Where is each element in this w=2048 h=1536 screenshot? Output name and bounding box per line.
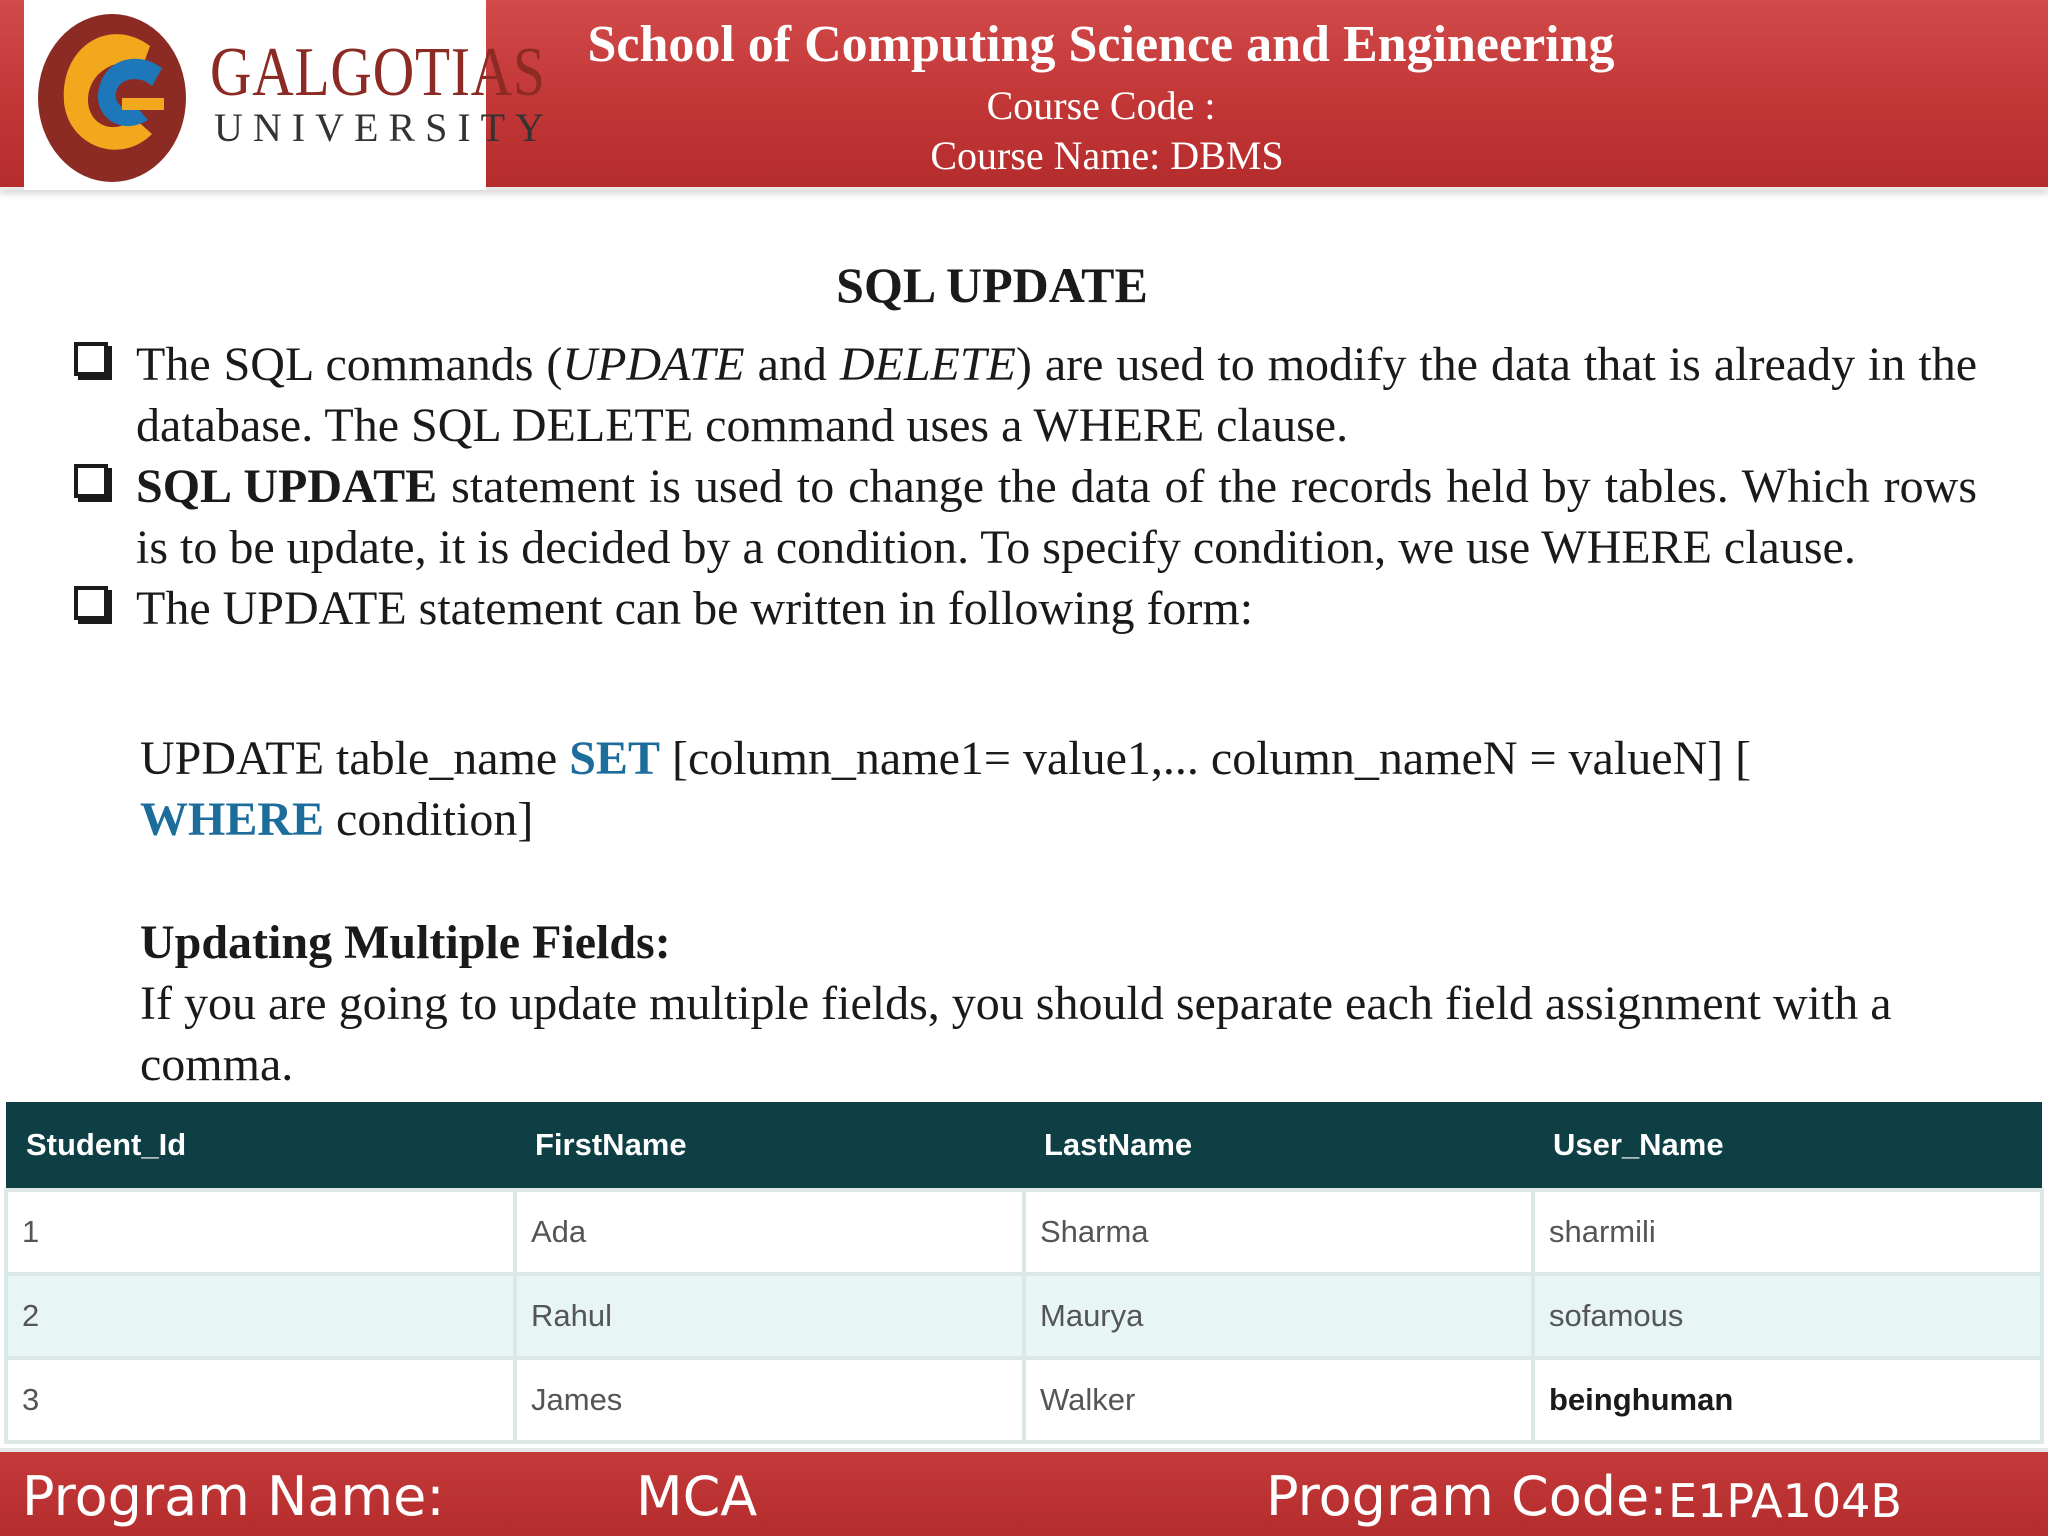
school-title: School of Computing Science and Engineering [587, 16, 1615, 73]
column-header: FirstName [515, 1102, 1024, 1190]
checkbox-bullet-icon [74, 464, 108, 498]
bullet-1-text-a: The SQL commands ( [136, 338, 563, 391]
slide-title: SQL UPDATE [836, 257, 1148, 313]
program-name-label: Program Name: [22, 1465, 445, 1528]
keyword-set: SET [569, 732, 660, 785]
update-syntax [140, 728, 1980, 850]
table-row [6, 1190, 2042, 1274]
slide-footer [0, 1448, 2048, 1536]
table-cell: Sharma [1024, 1190, 1533, 1274]
bullet-item-1 [72, 334, 1977, 456]
slide-header [0, 0, 2048, 190]
table-cell: James [515, 1358, 1024, 1442]
syntax-part-1: UPDATE table_name [140, 732, 570, 785]
program-name-value: MCA [636, 1465, 758, 1528]
program-code-label: Program Code: [1266, 1465, 1668, 1528]
logo-name: GALGOTIAS [210, 34, 546, 111]
bullet-1-text-b: and [744, 338, 840, 391]
bullet-item-3 [72, 578, 1977, 639]
column-header: User_Name [1533, 1102, 2042, 1190]
table-row [6, 1358, 2042, 1442]
table-header-row [6, 1102, 2042, 1190]
syntax-part-2: [column_name1= value1,... column_nameN = valueN] [ [659, 732, 1752, 785]
table-cell-highlight: beinghuman [1533, 1358, 2042, 1442]
table-cell: sharmili [1533, 1190, 2042, 1274]
syntax-part-3: condition] [324, 793, 534, 846]
table-cell: Walker [1024, 1358, 1533, 1442]
column-header: LastName [1024, 1102, 1533, 1190]
table-cell: sofamous [1533, 1274, 2042, 1358]
checkbox-bullet-icon [74, 342, 108, 376]
bullet-3-text: The UPDATE statement can be written in following form: [136, 582, 1254, 635]
course-name: Course Name: DBMS [930, 133, 1284, 178]
table-cell: Maurya [1024, 1274, 1533, 1358]
column-header: Student_Id [6, 1102, 515, 1190]
table-cell: Ada [515, 1190, 1024, 1274]
table-cell: 1 [6, 1190, 515, 1274]
bullet-2-text: statement is used to change the data of the records held by tables. Which rows is to be update, it is decided by a condition. To specify condition, we use WHERE clause. [136, 460, 1977, 574]
bullet-1-update: UPDATE [562, 338, 745, 391]
bullet-item-2 [72, 456, 1977, 578]
bullet-2-bold: SQL UPDATE [136, 460, 438, 513]
checkbox-bullet-icon [74, 586, 108, 620]
keyword-where: WHERE [140, 793, 325, 846]
bullet-1-delete: DELETE [839, 338, 1016, 391]
bullet-1-text-c: ) are used to modify the data that is already in the database. The SQL DELETE command uses a WHERE clause. [136, 338, 1977, 452]
table-cell: 3 [6, 1358, 515, 1442]
university-logo [24, 0, 554, 190]
bullet-list [72, 334, 1977, 639]
logo-subtitle: UNIVERSITY [214, 105, 554, 150]
table-row [6, 1274, 2042, 1358]
table-cell: Rahul [515, 1274, 1024, 1358]
galgotias-logo-icon [30, 6, 190, 184]
student-table [4, 1102, 2044, 1444]
course-code: Course Code : [986, 83, 1216, 128]
subheading: Updating Multiple Fields: [140, 916, 671, 969]
description: If you are going to update multiple fields, you should separate each field assignment with a comma. [140, 977, 1892, 1091]
table-cell: 2 [6, 1274, 515, 1358]
program-code-value: E1PA104B [1668, 1474, 1902, 1528]
